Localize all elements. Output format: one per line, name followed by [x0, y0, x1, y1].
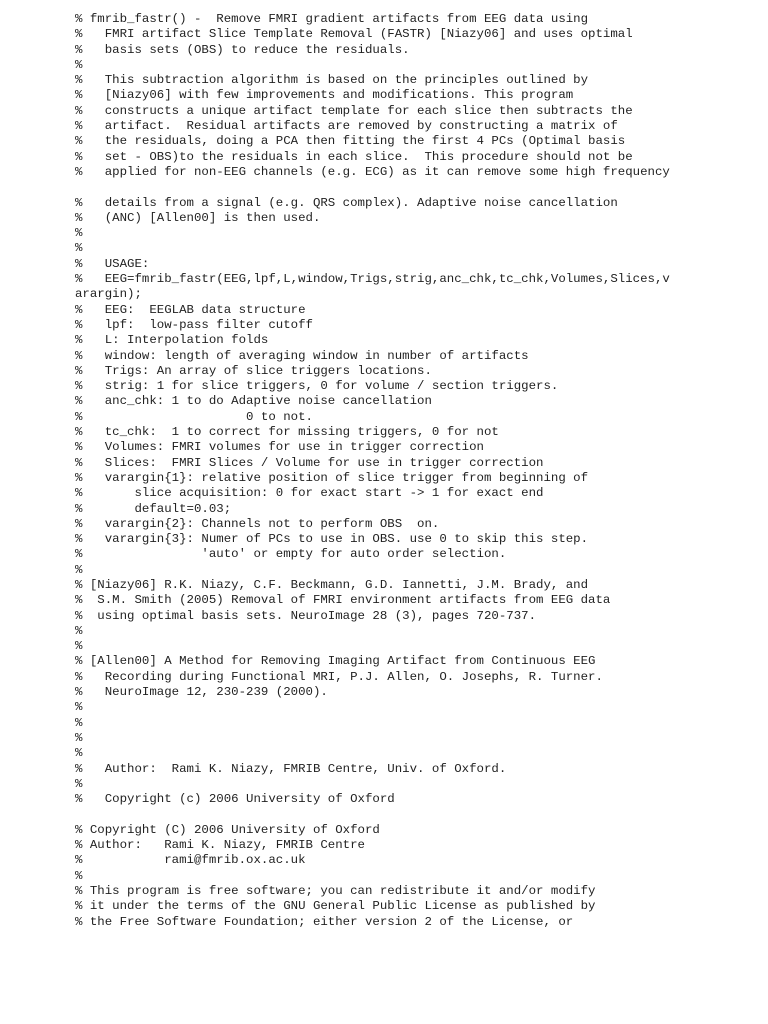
code-line: % basis sets (OBS) to reduce the residuals.: [75, 42, 410, 57]
code-line: %: [75, 746, 83, 761]
code-line: % it under the terms of the GNU General Public License as published by: [75, 899, 596, 914]
code-line: % varargin{1}: relative position of slice trigger from beginning of: [75, 470, 589, 485]
code-line: % FMRI artifact Slice Template Removal (FASTR) [Niazy06] and uses optimal: [75, 27, 633, 42]
code-line: % USAGE:: [75, 256, 150, 271]
code-line: % EEG=fmrib_fastr(EEG,lpf,L,window,Trigs,strig,anc_chk,tc_chk,Volumes,Slices,v: [75, 272, 670, 287]
code-line: %: [75, 241, 83, 256]
code-line: % varargin{3}: Numer of PCs to use in OBS. use 0 to skip this step.: [75, 532, 589, 547]
code-line: % 'auto' or empty for auto order selection.: [75, 547, 507, 562]
code-line: % details from a signal (e.g. QRS complex). Adaptive noise cancellation: [75, 195, 618, 210]
code-line: % strig: 1 for slice triggers, 0 for volume / section triggers.: [75, 379, 559, 394]
code-line: % Copyright (C) 2006 University of Oxford: [75, 822, 380, 837]
code-line: %: [75, 57, 83, 72]
code-line: %: [75, 868, 83, 883]
code-line: % set - OBS)to the residuals in each slice. This procedure should not be: [75, 149, 633, 164]
code-line: % Author: Rami K. Niazy, FMRIB Centre, Univ. of Oxford.: [75, 761, 507, 776]
code-line: % artifact. Residual artifacts are removed by constructing a matrix of: [75, 119, 618, 134]
code-line: %: [75, 700, 83, 715]
code-line: %: [75, 730, 83, 745]
code-line: arargin);: [75, 287, 142, 302]
code-line: % the Free Software Foundation; either version 2 of the License, or: [75, 914, 574, 929]
code-line: % EEG: EEGLAB data structure: [75, 302, 306, 317]
code-line: % lpf: low-pass filter cutoff: [75, 317, 313, 332]
code-line: % window: length of averaging window in number of artifacts: [75, 348, 529, 363]
document-page: [75, 12, 761, 930]
code-line: % Slices: FMRI Slices / Volume for use in trigger correction: [75, 455, 544, 470]
code-line: % L: Interpolation folds: [75, 333, 269, 348]
code-line: % [Allen00] A Method for Removing Imaging Artifact from Continuous EEG: [75, 654, 596, 669]
code-line: % [Niazy06] R.K. Niazy, C.F. Beckmann, G.D. Iannetti, J.M. Brady, and: [75, 577, 589, 592]
code-line: % This subtraction algorithm is based on the principles outlined by: [75, 73, 589, 88]
code-line: % Volumes: FMRI volumes for use in trigger correction: [75, 440, 484, 455]
code-line: % fmrib_fastr() - Remove FMRI gradient artifacts from EEG data using: [75, 12, 589, 26]
code-line: % NeuroImage 12, 230-239 (2000).: [75, 685, 328, 700]
matlab-comment-block: [75, 12, 761, 930]
code-line: % Recording during Functional MRI, P.J. Allen, O. Josephs, R. Turner.: [75, 669, 603, 684]
code-line: % default=0.03;: [75, 501, 232, 516]
code-line: % (ANC) [Allen00] is then used.: [75, 210, 321, 225]
code-line: % applied for non-EEG channels (e.g. ECG) as it can remove some high frequency: [75, 164, 670, 179]
code-line: %: [75, 623, 83, 638]
code-line: %: [75, 776, 83, 791]
code-line: %: [75, 715, 83, 730]
code-line: % Copyright (c) 2006 University of Oxford: [75, 792, 395, 807]
code-line: %: [75, 562, 83, 577]
code-line: % 0 to not.: [75, 409, 313, 424]
code-line: % constructs a unique artifact template for each slice then subtracts the: [75, 103, 633, 118]
code-line: % varargin{2}: Channels not to perform OBS on.: [75, 516, 440, 531]
code-line: %: [75, 226, 83, 241]
code-line: %: [75, 639, 83, 654]
code-line: % Trigs: An array of slice triggers locations.: [75, 363, 432, 378]
code-line: % anc_chk: 1 to do Adaptive noise cancellation: [75, 394, 432, 409]
code-line: % Author: Rami K. Niazy, FMRIB Centre: [75, 838, 365, 853]
code-line: % tc_chk: 1 to correct for missing triggers, 0 for not: [75, 425, 499, 440]
code-line: % S.M. Smith (2005) Removal of FMRI environment artifacts from EEG data: [75, 593, 611, 608]
code-line: % slice acquisition: 0 for exact start -> 1 for exact end: [75, 486, 544, 501]
code-line: % [Niazy06] with few improvements and modifications. This program: [75, 88, 574, 103]
code-line: % the residuals, doing a PCA then fitting the first 4 PCs (Optimal basis: [75, 134, 626, 149]
code-line: % rami@fmrib.ox.ac.uk: [75, 853, 306, 868]
code-line: % This program is free software; you can redistribute it and/or modify: [75, 883, 596, 898]
code-line: % using optimal basis sets. NeuroImage 28 (3), pages 720-737.: [75, 608, 537, 623]
